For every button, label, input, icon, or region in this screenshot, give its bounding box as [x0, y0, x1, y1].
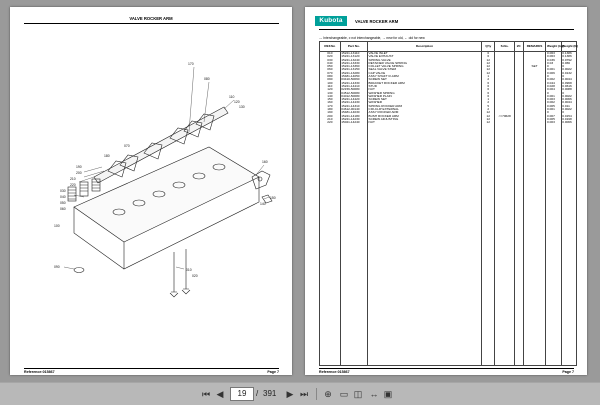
table-cell: 2	[482, 108, 495, 111]
table-cell: 190	[320, 111, 341, 114]
table-cell: SPRING ROCKER ARM	[367, 105, 481, 108]
column-header: REF.No	[320, 42, 341, 52]
toolbar-divider	[316, 388, 317, 400]
first-page-icon[interactable]: ⏮	[201, 389, 211, 399]
table-cell: 6	[482, 92, 495, 95]
column-header: Weight (lb)	[561, 42, 576, 52]
table-cell: ASSY SHAFT R-ARM	[367, 75, 481, 78]
callout: 100	[54, 224, 60, 228]
column-header: I/C	[514, 42, 523, 52]
table-cell: 0.0022	[561, 95, 576, 98]
table-cell: 15221-13110	[340, 52, 367, 56]
table-cell: 15221-13150	[340, 68, 367, 71]
table-cell: 0	[561, 75, 576, 78]
column-header: Description	[367, 42, 481, 52]
table-cell: 02156-50080	[340, 88, 367, 91]
table-cell: 0.0022	[561, 108, 576, 111]
table-cell	[367, 125, 481, 366]
table-cell: 0.003	[546, 121, 561, 124]
table-cell: 12	[482, 111, 495, 114]
table-cell: 0.001	[546, 68, 561, 71]
parts-table	[319, 41, 577, 366]
table-cell: 010	[320, 52, 341, 56]
two-page-icon[interactable]: ◫	[353, 389, 363, 399]
right-page-reference: Reference:015867	[319, 369, 350, 374]
table-cell: 0.0044	[561, 78, 576, 81]
table-cell: 0.0088	[561, 88, 576, 91]
table-cell: 0.028	[546, 85, 561, 88]
table-cell: 0.001	[546, 95, 561, 98]
callout: 110	[229, 95, 235, 99]
table-cell: 0.006	[546, 72, 561, 75]
table-cell: 15221-14410	[340, 85, 367, 88]
table-cell: 0.0022	[561, 68, 576, 71]
table-cell	[523, 125, 546, 366]
callout: 090	[54, 265, 60, 269]
column-header: REMARKS	[523, 42, 546, 52]
valves-drawing	[170, 249, 190, 297]
table-cell: SPRING VALVE	[367, 59, 481, 62]
left-page-reference: Reference:015867	[24, 369, 55, 374]
table-cell: 04612-00140	[340, 108, 367, 111]
callout: 170	[188, 62, 194, 66]
table-cell: VALVE INLET	[367, 52, 481, 56]
right-page-header-rule	[319, 29, 574, 30]
table-cell: 15221-13120	[340, 55, 367, 58]
column-header: S.No.	[495, 42, 515, 52]
table-cell	[561, 125, 576, 366]
table-cell: SCREW ADJUSTING	[367, 118, 481, 121]
next-page-icon[interactable]: ▶	[286, 389, 294, 399]
table-cell: 12	[482, 72, 495, 75]
table-cell: 080	[320, 75, 341, 78]
table-cell: 5	[482, 105, 495, 108]
table-cell: 15481-14050	[340, 75, 367, 78]
callout: 050	[60, 201, 66, 205]
table-cell: 12	[482, 65, 495, 68]
table-cell: 6	[482, 52, 495, 56]
callout: 180	[104, 154, 110, 158]
callout: 220	[70, 183, 76, 187]
interchangeability-legend: ↔ Interchangeable, ≠ not interchangeable, → new for old, ← old for new	[319, 36, 425, 40]
callout: 140	[260, 202, 266, 206]
table-cell: ASSY ROCKER ARM	[367, 111, 481, 114]
callout: 190	[76, 165, 82, 169]
table-cell	[514, 125, 523, 366]
table-cell: 0.005	[546, 118, 561, 121]
page-separator: /	[256, 389, 259, 398]
callout: 150	[270, 196, 276, 200]
left-page-number: Page 7	[267, 369, 279, 374]
table-cell: 15221-13360	[340, 65, 367, 68]
table-cell: 0	[546, 75, 561, 78]
table-cell: 0.0616	[561, 85, 576, 88]
table-cell: 0.03	[546, 62, 561, 65]
table-cell: 12	[482, 115, 495, 118]
table-cell: 6	[482, 88, 495, 91]
table-cell: 0.0792	[561, 59, 576, 62]
last-page-icon[interactable]: ⏭	[299, 389, 309, 399]
table-cell: 0.0154	[561, 115, 576, 118]
table-cell: 090	[320, 78, 341, 81]
left-page-footer-rule	[24, 368, 279, 369]
viewer-toolbar	[0, 382, 600, 405]
table-cell: STUD	[367, 85, 481, 88]
table-cell: 0.011	[561, 105, 576, 108]
table-cell: 0.063	[546, 52, 561, 56]
callout: 080	[204, 77, 210, 81]
callout: 070	[124, 144, 130, 148]
table-cell: 150	[320, 98, 341, 101]
table-cell: 070	[320, 72, 341, 75]
table-cell: 0.1386	[561, 55, 576, 58]
table-cell: 0.001	[546, 108, 561, 111]
callout: 040	[60, 195, 66, 199]
table-cell: 15221-14310	[340, 105, 367, 108]
table-cell: 110	[320, 85, 341, 88]
kubota-logo: Kubota	[315, 16, 347, 26]
table-cell: 15221-14330	[340, 82, 367, 85]
table-cell: 0.044	[546, 82, 561, 85]
fit-width-icon[interactable]: ↔	[369, 389, 379, 399]
table-cell: 0	[561, 92, 576, 95]
table-cell: 2	[482, 78, 495, 81]
table-cell	[320, 125, 341, 366]
table-cell: 0.066	[561, 62, 576, 65]
table-cell: 100	[320, 82, 341, 85]
table-cell: 15221-13240	[340, 59, 367, 62]
previous-page-icon[interactable]: ◀	[216, 389, 224, 399]
fit-page-icon[interactable]: ▣	[383, 389, 393, 399]
table-cell: 15221-13280	[340, 72, 367, 75]
column-header: Weight (kg)	[546, 42, 561, 52]
table-cell: 0	[546, 111, 561, 114]
table-cell: 050	[320, 65, 341, 68]
table-cell: 170	[320, 105, 341, 108]
left-page-header-rule	[24, 23, 279, 24]
table-cell: 12	[482, 118, 495, 121]
table-cell: 12	[482, 68, 495, 71]
table-cell: NUT	[367, 121, 481, 124]
column-header: Part No.	[340, 42, 367, 52]
table-cell: 140	[320, 95, 341, 98]
table-cell: 0	[546, 65, 561, 68]
table-cell: 130	[320, 92, 341, 95]
left-page	[10, 7, 292, 375]
table-cell: 060	[320, 68, 341, 71]
table-cell	[340, 125, 367, 366]
table-cell	[495, 125, 515, 366]
table-cell: 2	[482, 101, 495, 104]
table-cell: 0.007	[546, 115, 561, 118]
table-cell: 020	[320, 55, 341, 58]
cylinder-head-drawing	[74, 147, 259, 242]
table-cell: BRACKET ROCKER ARM	[367, 82, 481, 85]
callout: 200	[76, 171, 82, 175]
table-cell: 220	[320, 121, 341, 124]
callout: 120	[234, 100, 240, 104]
table-cell: NUT	[367, 88, 481, 91]
table-cell: 15221-13330	[340, 62, 367, 65]
table-cell: 15221-14420	[340, 98, 367, 101]
table-cell: BUSH ROCKER ARM	[367, 115, 481, 118]
table-cell: 15481-14030	[340, 111, 367, 114]
table-cell	[482, 125, 495, 366]
table-cell: CAP VALVE	[367, 72, 481, 75]
callout: 160	[262, 160, 268, 164]
right-page-number: Page 7	[562, 369, 574, 374]
table-cell: <=70628	[495, 115, 515, 118]
callout: 130	[239, 105, 245, 109]
callout: 030	[60, 189, 66, 193]
table-cell: SET	[523, 65, 546, 68]
total-pages: 391	[263, 389, 277, 398]
table-cell: SCREW SET	[367, 98, 481, 101]
callout: 060	[60, 207, 66, 211]
table-cell: 0.005	[546, 105, 561, 108]
table-cell: 0.0044	[561, 101, 576, 104]
table-cell: SCREW SET	[367, 78, 481, 81]
parts-table-body	[320, 52, 577, 366]
table-cell: 03410-50060	[340, 78, 367, 81]
table-cell: 0.0198	[561, 118, 576, 121]
callout: 010	[186, 268, 192, 272]
table-cell: 0	[561, 111, 576, 114]
table-cell: 12	[482, 62, 495, 65]
table-cell: 1	[482, 98, 495, 101]
table-cell: 200	[320, 115, 341, 118]
table-cell: WASHER	[367, 101, 481, 104]
table-cell: 040	[320, 62, 341, 65]
table-cell: 0.0968	[561, 82, 576, 85]
table-cell: 0.036	[546, 59, 561, 62]
zoom-in-icon[interactable]: ⊕	[324, 389, 332, 399]
table-cell: 6	[482, 82, 495, 85]
table-cell: 15221-14180	[340, 115, 367, 118]
table-cell: 160	[320, 101, 341, 104]
table-cell: 6	[482, 85, 495, 88]
table-cell: COLLET VALVE SPRING	[367, 65, 481, 68]
callout: 020	[192, 274, 198, 278]
table-cell: 04012-50080	[340, 95, 367, 98]
table-cell: 0.004	[546, 88, 561, 91]
table-cell: 0.003	[546, 98, 561, 101]
table-cell: 6	[482, 55, 495, 58]
table-cell: 0.063	[546, 55, 561, 58]
table-cell: 0.1386	[561, 52, 576, 56]
single-page-icon[interactable]: ▭	[339, 389, 349, 399]
page-number-input[interactable]: 19	[230, 387, 254, 401]
table-cell: 12	[482, 121, 495, 124]
right-page	[305, 7, 587, 375]
table-cell: 15021-14240	[340, 121, 367, 124]
table-cell	[546, 125, 561, 366]
table-cell: VALVE EXHAUST	[367, 55, 481, 58]
table-cell: 180	[320, 108, 341, 111]
table-cell: 12	[482, 59, 495, 62]
left-page-title: VALVE ROCKER ARM	[129, 16, 173, 21]
table-cell: WASHER SPRING	[367, 92, 481, 95]
table-cell: CIR-CLIP EXTERNAL	[367, 108, 481, 111]
table-cell: 0.0066	[561, 121, 576, 124]
table-header-row	[320, 42, 577, 52]
table-cell: 1	[482, 75, 495, 78]
table-cell: 0.0066	[561, 98, 576, 101]
nut-drawing	[74, 268, 84, 273]
table-cell: 0.002	[546, 101, 561, 104]
table-cell: 04512-50080	[340, 92, 367, 95]
table-cell: 0.0132	[561, 72, 576, 75]
column-header: Q'ty	[482, 42, 495, 52]
callout: 210	[70, 177, 76, 181]
table-cell: 15221-14230	[340, 118, 367, 121]
table-cell: 0	[561, 65, 576, 68]
table-filler-row	[320, 125, 577, 366]
table-cell: 030	[320, 59, 341, 62]
table-cell: 6	[482, 95, 495, 98]
table-cell: WASHER PLAIN	[367, 95, 481, 98]
table-cell: 0	[546, 92, 561, 95]
table-cell: RETAINER VALVE SPRING	[367, 62, 481, 65]
table-cell: 0.002	[546, 78, 561, 81]
right-page-title: VALVE ROCKER ARM	[355, 18, 399, 24]
table-cell: 120	[320, 88, 341, 91]
right-page-footer-rule	[319, 368, 574, 369]
table-cell: SEAL VALVE STEM	[367, 68, 481, 71]
table-cell: 15221-14430	[340, 101, 367, 104]
exploded-parts-diagram	[24, 37, 279, 362]
table-cell: 210	[320, 118, 341, 121]
